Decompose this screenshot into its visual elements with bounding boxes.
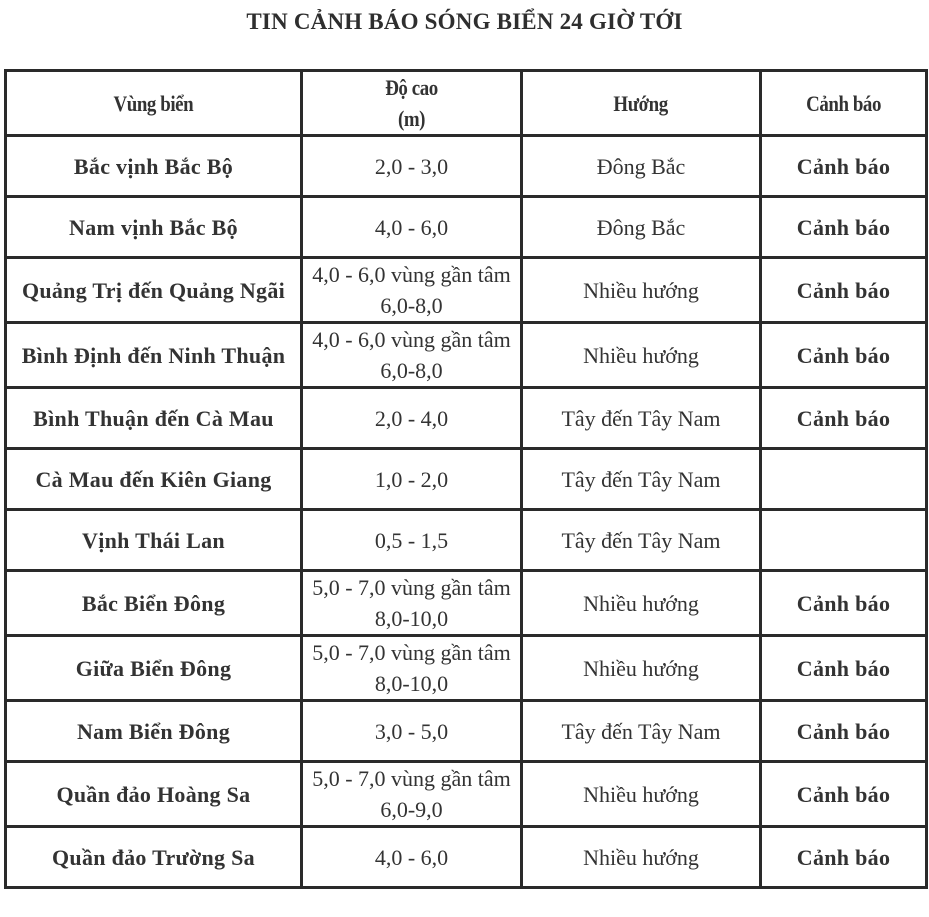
table-row: [6, 323, 927, 388]
table-row: [6, 136, 927, 197]
height-cell: [302, 258, 522, 323]
region-cell: Quảng Trị đến Quảng Ngãi: [6, 258, 302, 323]
region-cell: Quần đảo Hoàng Sa: [6, 762, 302, 827]
height-cell: [302, 701, 522, 762]
direction-cell: Đông Bắc: [522, 197, 761, 258]
table-row: [6, 827, 927, 888]
height-cell: [302, 510, 522, 571]
warning-cell: Cảnh báo: [761, 136, 927, 197]
height-range: 4,0 - 6,0: [374, 844, 449, 870]
region-cell: Vịnh Thái Lan: [6, 510, 302, 571]
warning-cell: [761, 449, 927, 510]
direction-cell: Nhiều hướng: [522, 571, 761, 636]
table-row: [6, 258, 927, 323]
height-cell: [302, 197, 522, 258]
header-region: [6, 71, 302, 136]
region-cell: Bình Định đến Ninh Thuận: [6, 323, 302, 388]
height-cell: [302, 571, 522, 636]
region-cell: Giữa Biển Đông: [6, 636, 302, 701]
direction-cell: Tây đến Tây Nam: [522, 510, 761, 571]
table-row: [6, 571, 927, 636]
table-row: [6, 701, 927, 762]
height-center-range: 6,0-8,0: [380, 293, 443, 318]
warning-cell: Cảnh báo: [761, 762, 927, 827]
table-row: [6, 636, 927, 701]
table-row: [6, 388, 927, 449]
height-range: 2,0 - 3,0: [374, 153, 449, 179]
direction-cell: Nhiều hướng: [522, 258, 761, 323]
direction-cell: Tây đến Tây Nam: [522, 449, 761, 510]
height-range: 0,5 - 1,5: [374, 527, 449, 553]
height-cell: [302, 323, 522, 388]
height-cell: [302, 136, 522, 197]
height-range: 5,0 - 7,0 vùng gần tâm: [312, 766, 511, 791]
region-cell: Cà Mau đến Kiên Giang: [6, 449, 302, 510]
height-range: 3,0 - 5,0: [374, 718, 449, 744]
height-range: 1,0 - 2,0: [374, 466, 449, 492]
height-range: 4,0 - 6,0 vùng gần tâm: [312, 327, 511, 352]
region-cell: Bình Thuận đến Cà Mau: [6, 388, 302, 449]
region-cell: Bắc vịnh Bắc Bộ: [6, 136, 302, 197]
table-row: [6, 449, 927, 510]
height-range: 5,0 - 7,0 vùng gần tâm: [312, 640, 511, 665]
warning-cell: Cảnh báo: [761, 571, 927, 636]
direction-cell: Tây đến Tây Nam: [522, 388, 761, 449]
header-height-label: Độ cao: [385, 75, 438, 100]
header-region-label: Vùng biển: [113, 90, 194, 116]
header-warning-label: Cảnh báo: [806, 90, 881, 116]
warning-cell: Cảnh báo: [761, 323, 927, 388]
height-cell: [302, 449, 522, 510]
warning-cell: [761, 510, 927, 571]
direction-cell: Nhiều hướng: [522, 323, 761, 388]
warning-cell: Cảnh báo: [761, 258, 927, 323]
header-direction-label: Hướng: [613, 90, 669, 116]
warning-cell: Cảnh báo: [761, 827, 927, 888]
warning-cell: Cảnh báo: [761, 701, 927, 762]
height-range: 4,0 - 6,0: [374, 214, 449, 240]
height-center-range: 6,0-9,0: [380, 797, 443, 822]
height-cell: [302, 636, 522, 701]
height-range: 2,0 - 4,0: [374, 405, 449, 431]
header-warning: [761, 71, 927, 136]
height-cell: [302, 827, 522, 888]
height-cell: [302, 762, 522, 827]
height-center-range: 6,0-8,0: [380, 358, 443, 383]
region-cell: Nam Biển Đông: [6, 701, 302, 762]
wave-warning-table: [4, 69, 928, 889]
direction-cell: Nhiều hướng: [522, 636, 761, 701]
direction-cell: Nhiều hướng: [522, 762, 761, 827]
region-cell: Nam vịnh Bắc Bộ: [6, 197, 302, 258]
table-row: [6, 197, 927, 258]
table-header-row: [6, 71, 927, 136]
direction-cell: Đông Bắc: [522, 136, 761, 197]
height-cell: [302, 388, 522, 449]
region-cell: Quần đảo Trường Sa: [6, 827, 302, 888]
table-row: [6, 510, 927, 571]
height-range: 4,0 - 6,0 vùng gần tâm: [312, 262, 511, 287]
warning-cell: Cảnh báo: [761, 197, 927, 258]
region-cell: Bắc Biển Đông: [6, 571, 302, 636]
header-height-unit: (m): [397, 106, 426, 131]
height-range: 5,0 - 7,0 vùng gần tâm: [312, 575, 511, 600]
direction-cell: Tây đến Tây Nam: [522, 701, 761, 762]
height-center-range: 8,0-10,0: [374, 671, 449, 696]
table-row: [6, 762, 927, 827]
header-height: [302, 71, 522, 136]
warning-cell: Cảnh báo: [761, 388, 927, 449]
direction-cell: Nhiều hướng: [522, 827, 761, 888]
header-direction: [522, 71, 761, 136]
warning-cell: Cảnh báo: [761, 636, 927, 701]
height-center-range: 8,0-10,0: [374, 606, 449, 631]
page-title: TIN CẢNH BÁO SÓNG BIỂN 24 GIỜ TỚI: [246, 9, 683, 34]
